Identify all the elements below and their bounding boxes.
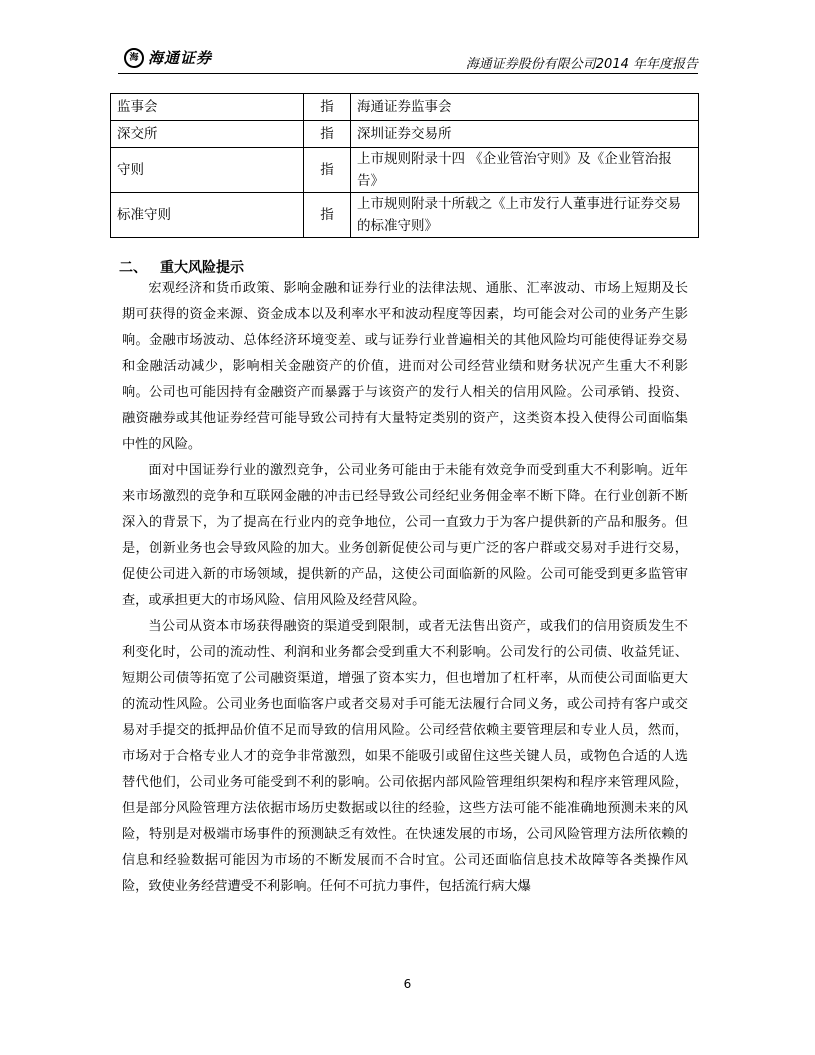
- term-cell: 守则: [111, 148, 304, 193]
- company-logo: [124, 47, 212, 68]
- logo-emblem-icon: 海: [124, 48, 144, 68]
- paragraph: 面对中国证券行业的激烈竞争，公司业务可能由于未能有效竞争而受到重大不利影响。近年来市场激烈的竞争和互联网金融的冲击已经导致公司经纪业务佣金率不断下降。在行业创新不断深入的背景下，为了提高在行业内的竞争地位，公司一直致力于为客户提供新的产品和服务。但是，创新业务也会导致风险的加大。业务创新促使公司与更广泛的客户群或交易对手进行交易，促使公司进入新的市场领域，提供新的产品，这使公司面临新的风险。公司可能受到更多监管审查，或承担更大的市场风险、信用风险及经营风险。: [122, 463, 688, 608]
- logo-text: 海通证券: [148, 49, 213, 67]
- page-number: 6: [403, 977, 412, 991]
- definitions-table: [110, 93, 699, 238]
- paragraph: 宏观经济和货币政策、影响金融和证券行业的法律法规、通胀、汇率波动、市场上短期及长期可获得的资金来源、资金成本以及利率水平和波动程度等因素，均可能会对公司的业务产生影响。金融市场波动、总体经济环境变差、或与证券行业普遍相关的其他风险均可能使得证券交易和金融活动减少，影响相关金融资产的价值，进而对公司经营业绩和财务状况产生重大不利影响。公司也可能因持有金融资产而暴露于与该资产的发行人相关的信用风险。公司承销、投资、融资融券或其他证券经营可能导致公司持有大量特定类别的资产，这类资本投入使得公司面临集中性的风险。: [122, 281, 688, 452]
- definition-cell: 上市规则附录十四 《企业管治守则》及《企业管治报告》: [351, 148, 699, 193]
- definition-cell: 上市规则附录十所载之《上市发行人董事进行证券交易的标准守则》: [351, 193, 699, 238]
- section-number: 二、: [119, 260, 147, 276]
- section-title: 重大风险提示: [160, 260, 244, 276]
- marker-cell: 指: [304, 121, 351, 148]
- table-row: [111, 148, 699, 193]
- report-title: 海通证券股份有限公司2014 年年度报告: [465, 57, 698, 72]
- definition-cell: 深圳证券交易所: [351, 121, 699, 148]
- header-divider: [118, 73, 698, 74]
- term-cell: 深交所: [111, 121, 304, 148]
- term-cell: 监事会: [111, 94, 304, 121]
- marker-cell: 指: [304, 148, 351, 193]
- definition-cell: 海通证券监事会: [351, 94, 699, 121]
- section-heading: [119, 257, 244, 277]
- table-row: [111, 193, 699, 238]
- term-cell: 标准守则: [111, 193, 304, 238]
- page-header: [118, 40, 698, 74]
- table-row: [111, 121, 699, 148]
- table-row: [111, 94, 699, 121]
- paragraph: 当公司从资本市场获得融资的渠道受到限制，或者无法售出资产，或我们的信用资质发生不利变化时，公司的流动性、利润和业务都会受到重大不利影响。公司发行的公司债、收益凭证、短期公司债等拓宽了公司融资渠道，增强了资本实力，但也增加了杠杆率，从而使公司面临更大的流动性风险。公司业务也面临客户或者交易对手可能无法履行合同义务，或公司持有客户或交易对手提交的抵押品价值不足而导致的信用风险。公司经营依赖主要管理层和专业人员，然而，市场对于合格专业人才的竞争非常激烈，如果不能吸引或留住这些关键人员，或物色合适的人选替代他们，公司业务可能受到不利的影响。公司依据内部风险管理组织架构和程序来管理风险，但是部分风险管理方法依据市场历史数据或以往的经验，这些方法可能不能准确地预测未来的风险，特别是对极端市场事件的预测缺乏有效性。在快速发展的市场，公司风险管理方法所依赖的信息和经验数据可能因为市场的不断发展而不合时宜。公司还面临信息技术故障等各类操作风险，致使业务经营遭受不利影响。任何不可抗力事件，包括流行病大爆: [122, 619, 688, 894]
- marker-cell: 指: [304, 94, 351, 121]
- marker-cell: 指: [304, 193, 351, 238]
- section-body: [122, 276, 688, 900]
